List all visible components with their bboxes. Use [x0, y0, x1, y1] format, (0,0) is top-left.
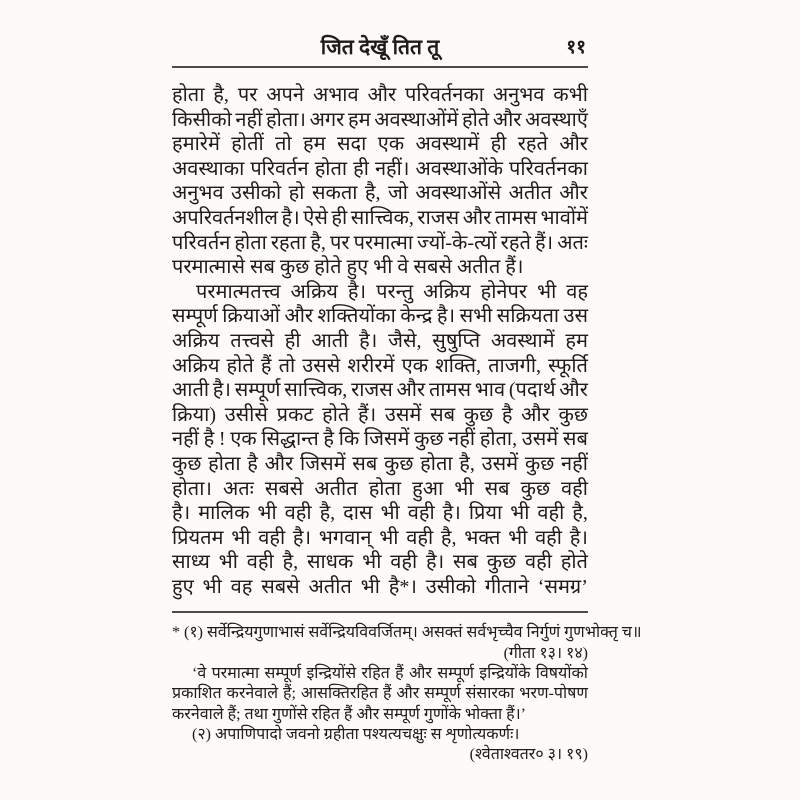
word: वही: [390, 551, 418, 574]
word: भी: [508, 526, 528, 549]
footnote-line: * (१) सर्वेन्द्रियगुणाभासं सर्वेन्द्रियविवर्जितम्। असक्तं सर्वभृच्चैव निर्गुणं गुणभोक्तृ च॥: [172, 624, 642, 642]
word: अवस्थामें: [415, 133, 480, 156]
word: है,: [319, 502, 336, 525]
word: अतीत: [308, 575, 352, 598]
word: है।: [281, 206, 300, 229]
word: है।: [292, 526, 312, 549]
word: एक: [230, 428, 257, 451]
word: जिसमें: [300, 452, 346, 475]
word: किसीको: [172, 108, 232, 131]
word: कुछ: [520, 477, 550, 500]
word: हम: [347, 108, 371, 131]
word: वही: [535, 526, 562, 549]
word: !: [218, 428, 226, 451]
word: तत्त्वसे: [230, 329, 274, 352]
word: तो: [275, 133, 292, 156]
text-line: [172, 132, 588, 157]
word: अक्रिय: [290, 280, 338, 303]
word: अक्रिय: [172, 354, 220, 377]
word: अतीत: [314, 477, 358, 500]
word: सुषुप्ति: [432, 329, 481, 352]
word: एक: [377, 133, 405, 156]
word: सब: [484, 477, 510, 500]
word: शक्तियोंका: [317, 305, 396, 328]
word: सब: [430, 403, 456, 426]
word: है,: [459, 452, 475, 475]
word: सात्त्विक,: [350, 206, 414, 229]
body-text: [172, 83, 588, 599]
word: वही: [537, 502, 565, 525]
word: भी: [379, 526, 399, 549]
word: वही: [407, 502, 435, 525]
word: करनेवाले: [226, 685, 279, 703]
word: होता।: [172, 477, 212, 500]
text-line: [172, 354, 588, 379]
word: ही: [490, 133, 507, 156]
word: है,: [364, 182, 381, 205]
word: अभाव: [312, 84, 359, 106]
word: नहीं: [448, 428, 476, 451]
word: क्रियाओं: [222, 305, 280, 328]
word: भी: [257, 502, 277, 525]
word: एक: [401, 354, 429, 377]
word: और: [264, 452, 294, 475]
word: वही: [525, 551, 552, 574]
word: परमात्मा: [211, 665, 260, 683]
word: नहीं।: [374, 157, 410, 180]
word: परन्तु: [376, 280, 414, 303]
word: हमारेमें: [172, 133, 220, 156]
word: होते: [560, 551, 588, 574]
word: है।: [212, 379, 231, 402]
word: राजस: [351, 379, 393, 402]
word: और: [521, 403, 550, 426]
word: वही: [561, 477, 588, 500]
word: उसमें: [384, 403, 422, 426]
word: कुछ: [486, 551, 517, 574]
word: ऐसे: [303, 206, 328, 229]
word: होता: [314, 157, 348, 180]
word: भी: [360, 575, 380, 598]
word: हैं: [383, 685, 392, 703]
word: सम्पूर्ण: [424, 685, 461, 703]
word: है।: [172, 502, 191, 525]
word: सदा: [336, 133, 367, 156]
word: (पदार्थ: [508, 379, 556, 402]
footnote-line: (गीता १३। १४): [503, 644, 588, 662]
text-line: [172, 501, 588, 526]
word: उसीसे: [224, 403, 268, 426]
word: है,: [440, 526, 457, 549]
footnote-line: [172, 684, 588, 704]
word: परिवर्तन: [250, 157, 309, 180]
text-column: [172, 0, 642, 766]
word: हुए: [172, 575, 194, 598]
word: सात्त्विक,: [284, 379, 348, 402]
word: भी: [202, 575, 222, 598]
word: हैं: [260, 354, 272, 377]
word: और: [367, 84, 397, 106]
word: विषयोंको: [535, 665, 588, 683]
word: है।: [442, 502, 461, 525]
word: होतीं: [231, 133, 264, 156]
word: सबसे: [264, 477, 304, 500]
word: स्फूर्ति: [548, 354, 588, 377]
word: परिवर्तनका: [405, 84, 484, 106]
word: भी: [380, 502, 400, 525]
word: और: [396, 379, 426, 402]
footnote-line: (श्वेताश्वतर० ३। १९): [469, 746, 588, 764]
word: नहीं: [561, 452, 588, 475]
word: है।: [569, 526, 588, 549]
footnotes: [172, 623, 642, 765]
word: रहते: [500, 231, 531, 254]
word: हम: [565, 329, 588, 352]
word: होता।: [265, 108, 306, 131]
word: वह: [566, 280, 588, 303]
word: अवस्थाओंसे: [415, 182, 502, 205]
word: हुआ: [412, 477, 444, 500]
word: गीताने: [484, 575, 529, 598]
word: आती: [311, 329, 349, 352]
text-line: [172, 108, 588, 133]
word: और: [559, 182, 588, 205]
word: शरीरमें: [347, 354, 395, 377]
word: अक्रिय: [423, 280, 471, 303]
word: भगवान्: [318, 526, 372, 549]
word: वही: [406, 526, 434, 549]
word: नहीं: [172, 428, 199, 451]
word: प्रकाशित: [172, 685, 222, 703]
word: होता,: [479, 428, 518, 451]
word: अवस्थाओंमें: [374, 108, 459, 131]
word: नहीं: [235, 108, 263, 131]
page-header: [172, 32, 588, 62]
word: है।: [359, 329, 378, 352]
word: रहित: [361, 665, 390, 683]
word: पर: [330, 231, 350, 254]
text-line: [172, 231, 588, 256]
word: तामस: [494, 206, 537, 229]
word: भी: [510, 502, 530, 525]
word: रहते: [517, 133, 548, 156]
word: हैं;: [283, 685, 296, 703]
word: अनुभव: [172, 182, 224, 205]
footnote-line: [172, 664, 588, 684]
word: सकता: [311, 182, 358, 205]
text-line: [172, 181, 588, 206]
word: उस: [563, 305, 588, 328]
word: अवस्थाका: [172, 157, 245, 180]
word: ही: [284, 329, 301, 352]
text-line: [172, 526, 588, 551]
word: अवस्थाएँ: [525, 108, 588, 131]
text-line: [172, 452, 588, 477]
word: क्रिया): [172, 403, 216, 426]
word: जो: [387, 182, 408, 205]
text-line: [172, 378, 588, 403]
word: और: [559, 133, 588, 156]
word: सब: [453, 551, 478, 574]
word: भी: [231, 526, 251, 549]
word: अवस्थाओंके: [415, 157, 504, 180]
word: सम्पूर्ण: [234, 379, 281, 402]
word: संसारका: [465, 685, 515, 703]
paragraph: [172, 83, 588, 280]
word: और: [409, 665, 432, 683]
word: सबसे: [261, 575, 300, 598]
word: सब: [352, 452, 378, 475]
word: मालिक: [198, 502, 250, 525]
word: है: [501, 403, 513, 426]
footnote-rule: [172, 611, 588, 613]
word: प्रकट: [276, 403, 314, 426]
word: सम्पूर्ण: [172, 305, 218, 328]
paragraph: [172, 280, 588, 600]
word: उसमें: [521, 428, 559, 451]
word: हो: [288, 182, 305, 205]
word: है।: [425, 551, 445, 574]
text-line: [172, 550, 588, 575]
word: होते: [461, 108, 490, 131]
word: अपने: [266, 84, 305, 106]
word: साधक: [306, 551, 354, 574]
word: हैं।: [358, 403, 377, 426]
word: राजस: [417, 206, 460, 229]
word: होता: [172, 84, 205, 106]
word: और: [559, 379, 588, 402]
word: वह: [230, 575, 253, 598]
word: पर: [237, 84, 258, 106]
word: कुछ: [414, 428, 444, 451]
text-line: [172, 83, 588, 108]
text-line: [172, 477, 588, 502]
text-line: [172, 575, 588, 600]
text-line: [172, 280, 588, 305]
word: अतीत: [508, 182, 552, 205]
word: अक्रिय: [172, 329, 220, 352]
word: दास: [343, 502, 373, 525]
word: परिवर्तन: [172, 231, 231, 254]
word: हम: [303, 133, 326, 156]
word: है।: [347, 280, 367, 303]
word: केन्द्र: [400, 305, 433, 328]
word: भी: [218, 551, 238, 574]
word: भरण-पोषण: [519, 685, 588, 703]
word: तामस: [428, 379, 471, 402]
word: रहता: [270, 231, 307, 254]
word: होते: [226, 354, 254, 377]
word: है: [247, 452, 258, 475]
word: प्रियतम: [172, 526, 224, 549]
word: इन्द्रियोंसे: [306, 665, 357, 683]
word: ताजगी,: [488, 354, 542, 377]
word: इन्द्रियोंके: [479, 665, 531, 683]
word: ही: [353, 157, 369, 180]
text-line: [172, 157, 588, 182]
word: ‘समग्र’: [537, 575, 588, 598]
word: हैं।: [534, 231, 554, 254]
word: और: [396, 685, 420, 703]
word: कुछ: [172, 452, 202, 475]
word: परमात्मा: [353, 231, 414, 254]
word: सम्पूर्ण: [264, 665, 302, 683]
word: आती: [172, 379, 210, 402]
word: आसक्तिरहित: [300, 685, 379, 703]
word: है: [323, 428, 335, 451]
word: है,: [282, 551, 299, 574]
word: साध्य: [172, 551, 210, 574]
word: जिसमें: [363, 428, 410, 451]
word: होते: [322, 403, 350, 426]
word: कुछ: [384, 452, 414, 475]
word: तो: [278, 354, 296, 377]
word: कभी: [553, 84, 588, 106]
word: और: [284, 305, 314, 328]
word: हैं: [395, 665, 404, 683]
word: होता: [368, 477, 402, 500]
word: उसीको: [231, 182, 282, 205]
word: भावोंमें: [540, 206, 588, 229]
word: परिवर्तनका: [509, 157, 588, 180]
word: भी: [537, 280, 557, 303]
word: सम्पूर्ण: [437, 665, 474, 683]
text-line: [172, 206, 588, 231]
word: भाव: [474, 379, 506, 402]
word: कुछ: [558, 403, 588, 426]
word: परमात्मतत्त्व: [196, 280, 281, 303]
word: है।: [436, 305, 456, 328]
word: है,: [310, 231, 326, 254]
word: ही: [331, 206, 348, 229]
word: होता: [420, 452, 453, 475]
text-line: परमात्मासे सब कुछ होते हुए भी वे सबसे अतीत हैं।: [172, 256, 524, 279]
header-rule: [172, 66, 588, 68]
word: ज्यों-के-त्यों: [417, 231, 497, 254]
text-line: [172, 329, 588, 354]
text-line: [172, 304, 588, 329]
word: अतः: [223, 477, 254, 500]
word: है: [203, 428, 215, 451]
word: सभी: [459, 305, 493, 328]
word: सब: [562, 428, 588, 451]
word: होता: [208, 452, 241, 475]
word: सिद्धान्त: [261, 428, 319, 451]
word: भी: [454, 477, 474, 500]
word: जैसे,: [388, 329, 422, 352]
word: ‘वे: [192, 665, 207, 683]
word: वही: [246, 551, 274, 574]
page-number: ११: [566, 37, 586, 58]
word: अतः: [557, 231, 588, 254]
word: भक्त: [464, 526, 501, 549]
footnote-line: (२) अपाणिपादो जवनो ग्रहीता पश्यत्यचक्षुः स शृणोत्यकर्णः।: [192, 725, 520, 743]
word: अपरिवर्तनशील: [172, 206, 278, 229]
word: उसीको: [425, 575, 476, 598]
word: अवस्थामें: [490, 329, 555, 352]
word: अगर: [309, 108, 345, 131]
word: शक्ति,: [435, 354, 482, 377]
word: कि: [338, 428, 360, 451]
page-title: जित देखूँ तित तू: [320, 35, 440, 59]
word: उसमें: [481, 452, 519, 475]
word: है*।: [388, 575, 417, 598]
word: है,: [213, 84, 229, 106]
word: प्रिया: [468, 502, 503, 525]
word: है,: [572, 502, 588, 525]
word: उससे: [302, 354, 341, 377]
text-line: [172, 427, 588, 452]
word: वही: [284, 502, 312, 525]
word: वही: [258, 526, 286, 549]
footnote-line: करनेवाले हैं; तथा गुणोंसे रहित हैं और सम्पूर्ण गुणोंके भोक्ता हैं।’: [172, 705, 526, 723]
word: कुछ: [463, 403, 494, 426]
word: होनेपर: [480, 280, 528, 303]
word: और: [462, 206, 492, 229]
word: होता: [234, 231, 267, 254]
word: सक्रियता: [496, 305, 560, 328]
word: अनुभव: [492, 84, 545, 106]
word: भी: [362, 551, 382, 574]
word: और: [492, 108, 522, 131]
word: कुछ: [524, 452, 555, 475]
text-line: [172, 403, 588, 428]
